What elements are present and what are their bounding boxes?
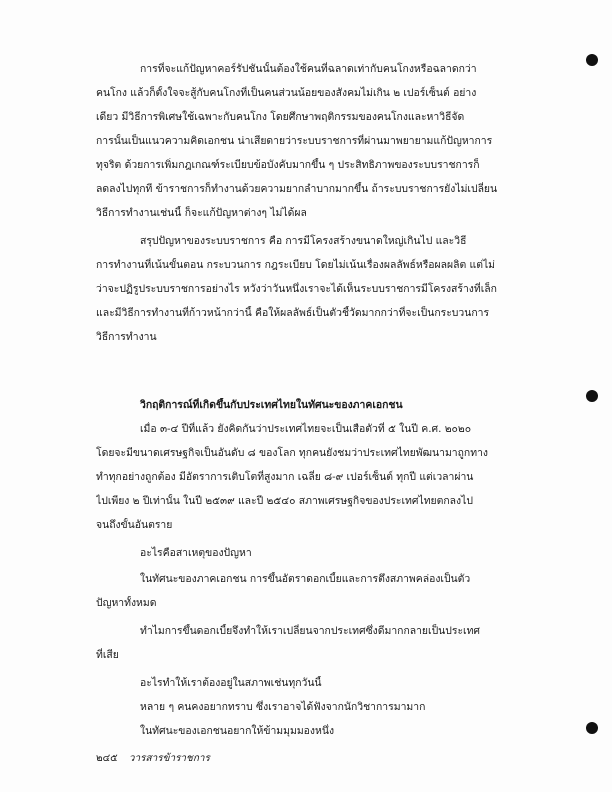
text-line: ทุจริต ด้วยการเพิ่มกฎเกณฑ์ระเบียบข้อบังคับมากขึ้น ๆ ประสิทธิภาพของระบบราชการก็ xyxy=(96,159,480,171)
text-line: และมีวิธีการทำงานที่ก้าวหน้ากว่านี้ คือให้ผลลัพธ์เป็นตัวชี้วัดมากกว่าที่จะเป็นกระบวนการ xyxy=(96,307,490,319)
page-number: ๒๔๕ xyxy=(96,753,118,764)
section-heading: วิกฤติการณ์ที่เกิดขึ้นกับประเทศไทยในทัศนะของภาคเอกชน xyxy=(140,399,403,411)
text-line: ทำไมการขึ้นดอกเบี้ยจึงทำให้เราเปลี่ยนจากประเทศซึ่งดีมากกลายเป็นประเทศ xyxy=(140,625,481,637)
text-line: ที่เสีย xyxy=(96,649,119,661)
text-line: วิธีการทำงาน xyxy=(96,331,157,343)
text-line: ปัญหาทั้งหมด xyxy=(96,597,157,609)
question-line: อะไรทำให้เราต้องอยู่ในสภาพเช่นทุกวันนี้ xyxy=(140,677,322,689)
text-line: ว่าจะปฏิรูประบบราชการอย่างไร หวังว่าวันหนึ่งเราจะได้เห็นระบบราชการมีโครงสร้างที่เล็ก xyxy=(96,283,497,295)
text-line: การทำงานที่เน้นขั้นตอน กระบวนการ กฎระเบียบ โดยไม่เน้นเรื่องผลลัพธ์หรือผลผลิต แต่ไม่ xyxy=(96,259,496,271)
text-line: การนั้นเป็นแนวความคิดเอกชน น่าเสียดายว่าระบบราชการที่ผ่านมาพยายามแก้ปัญหาการ xyxy=(96,135,493,147)
punch-hole xyxy=(586,390,598,402)
text-line: จนถึงขั้นอันตราย xyxy=(96,519,173,531)
text-line: ทำทุกอย่างถูกต้อง มีอัตราการเติบโตที่สูงมาก เฉลี่ย ๘-๙ เปอร์เซ็นต์ ทุกปี แต่เวลาผ่าน xyxy=(96,471,474,483)
text-line: วิธีการทำงานเช่นนี้ ก็จะแก้ปัญหาต่างๆ ไม่ได้ผล xyxy=(96,207,307,219)
journal-name: วารสารข้าราชการ xyxy=(128,753,210,764)
question-line: อะไรคือสาเหตุของปัญหา xyxy=(140,547,252,559)
text-line: โดยจะมีขนาดเศรษฐกิจเป็นอันดับ ๘ ของโลก ทุกคนยังชมว่าประเทศไทยพัฒนามาถูกทาง xyxy=(96,447,488,459)
text-line: เมื่อ ๓-๔ ปีที่แล้ว ยังคิดกันว่าประเทศไทยจะเป็นเสือตัวที่ ๕ ในปี ค.ศ. ๒๐๒๐ xyxy=(140,423,472,435)
text-line: ในทัศนะของเอกชนอยากให้ข้ามมุมมองหนึ่ง xyxy=(140,725,335,737)
text-line: การที่จะแก้ปัญหาคอร์รัปชันนั้นต้องใช้คนที่ฉลาดเท่ากับคนโกงหรือฉลาดกว่า xyxy=(140,63,477,75)
text-line: สรุปปัญหาของระบบราชการ คือ การมีโครงสร้างขนาดใหญ่เกินไป และวิธี xyxy=(140,235,467,247)
punch-hole xyxy=(586,54,598,66)
text-line: ไปเพียง ๒ ปีเท่านั้น ในปี ๒๕๓๙ และปี ๒๕๔๐ สภาพเศรษฐกิจของประเทศไทยตกลงไป xyxy=(96,495,473,507)
text-line: คนโกง แล้วก็ตั้งใจจะสู้กับคนโกงที่เป็นคนส่วนน้อยของสังคมไม่เกิน ๒ เปอร์เซ็นต์ อย่าง xyxy=(96,87,477,99)
text-line: ในทัศนะของภาคเอกชน การขึ้นอัตราดอกเบี้ยและการตึงสภาพคล่องเป็นตัว xyxy=(140,573,471,585)
text-line: เดียว มีวิธีการพิเศษใช้เฉพาะกับคนโกง โดยศึกษาพฤติกรรมของคนโกงและหาวิธีจัด xyxy=(96,111,465,123)
punch-hole xyxy=(586,722,598,734)
text-line: หลาย ๆ คนคงอยากทราบ ซึ่งเราอาจได้ฟังจากนักวิชาการมามาก xyxy=(140,701,426,713)
page-footer xyxy=(96,752,210,766)
text-line: ลดลงไปทุกที ข้าราชการก็ทำงานด้วยความยากลำบากมากขึ้น ถ้าระบบราชการยังไม่เปลี่ยน xyxy=(96,183,498,195)
